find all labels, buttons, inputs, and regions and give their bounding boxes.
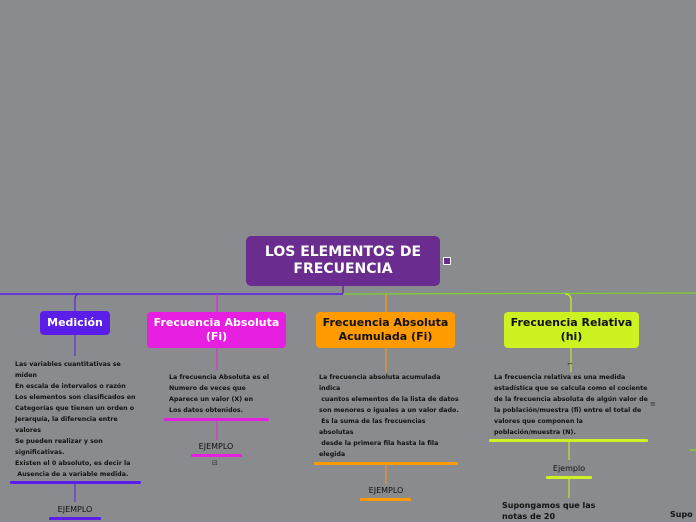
root-title-line1: LOS ELEMENTOS DE	[264, 244, 422, 260]
medicion-description: Las variables cuantitativas se miden En escala de intervalos o razón Los elementos son clasificados en Categorías que tienen un orden o Jerarquía, la diferencia entre valores Se pueden realizar y son significativas. Existen el 0 absoluto, es decir la Ausencia de a variable medida.	[15, 361, 136, 478]
notes-icon[interactable]	[443, 257, 451, 265]
fac-description: La frecuencia absoluta acumulada indica cuantos elementos de la lista de datos son menores o iguales a un valor dado. Es la suma de las frecuencias absolutas desde la primera fila hasta la fila elegida	[319, 374, 459, 458]
fi-underline	[164, 418, 269, 421]
branch-medicion[interactable]	[40, 311, 110, 335]
branch-frecuencia-absoluta[interactable]	[147, 312, 286, 348]
branch-frecuencia-relativa[interactable]	[504, 312, 639, 348]
branch-fac-label-line1: Frecuencia Absoluta	[322, 316, 449, 329]
root-node[interactable]	[246, 236, 440, 286]
branch-fi-label-line2: (Fi)	[205, 330, 228, 343]
branch-rel-label-line2: (hi)	[560, 330, 583, 343]
rel-example-underline	[546, 476, 592, 479]
fi-collapse-icon[interactable]: ⊟	[212, 459, 218, 467]
connector-trunk-right	[343, 293, 696, 294]
fi-example-label[interactable]: EJEMPLO	[198, 442, 234, 451]
edge-fragment-text: Supo	[670, 510, 693, 519]
fac-example-underline	[360, 498, 411, 501]
branch-rel-label-line1: Frecuencia Relativa	[510, 316, 633, 329]
branch-fac-label-line2: Acumulada (Fi)	[338, 330, 433, 343]
rel-underline	[489, 439, 648, 442]
rel-description: La frecuencia relativa es una medida estadística que se calcula como el cociente de la frecuencia absoluta de algún valor de la población/muestra (fi) entre el total de valores que componen la población/muestra (N).	[494, 374, 648, 436]
medicion-underline	[10, 481, 141, 484]
rel-menu-icon[interactable]: ≡	[650, 400, 656, 408]
fac-underline	[314, 462, 458, 465]
fac-example-label[interactable]: EJEMPLO	[368, 486, 404, 495]
medicion-example-label[interactable]: EJEMPLO	[57, 505, 93, 514]
root-title-line2: FRECUENCIA	[293, 261, 393, 277]
fi-description: La frecuencia Absoluta es el Numero de veces que Aparece un valor (X) en Los datos obtenidos.	[169, 374, 270, 414]
fi-example-underline	[191, 454, 242, 457]
branch-medicion-label: Medición	[47, 316, 103, 329]
rel-marker-icon: ⌐	[567, 360, 573, 368]
connector-medicion	[75, 294, 80, 311]
connector-rel	[565, 294, 571, 312]
branch-frecuencia-acumulada[interactable]	[316, 312, 455, 348]
branch-fi-label-line1: Frecuencia Absoluta	[153, 316, 280, 329]
rel-example-label[interactable]: Ejemplo	[552, 464, 586, 473]
rel-example-text: Supongamos que las notas de 20	[502, 501, 596, 521]
